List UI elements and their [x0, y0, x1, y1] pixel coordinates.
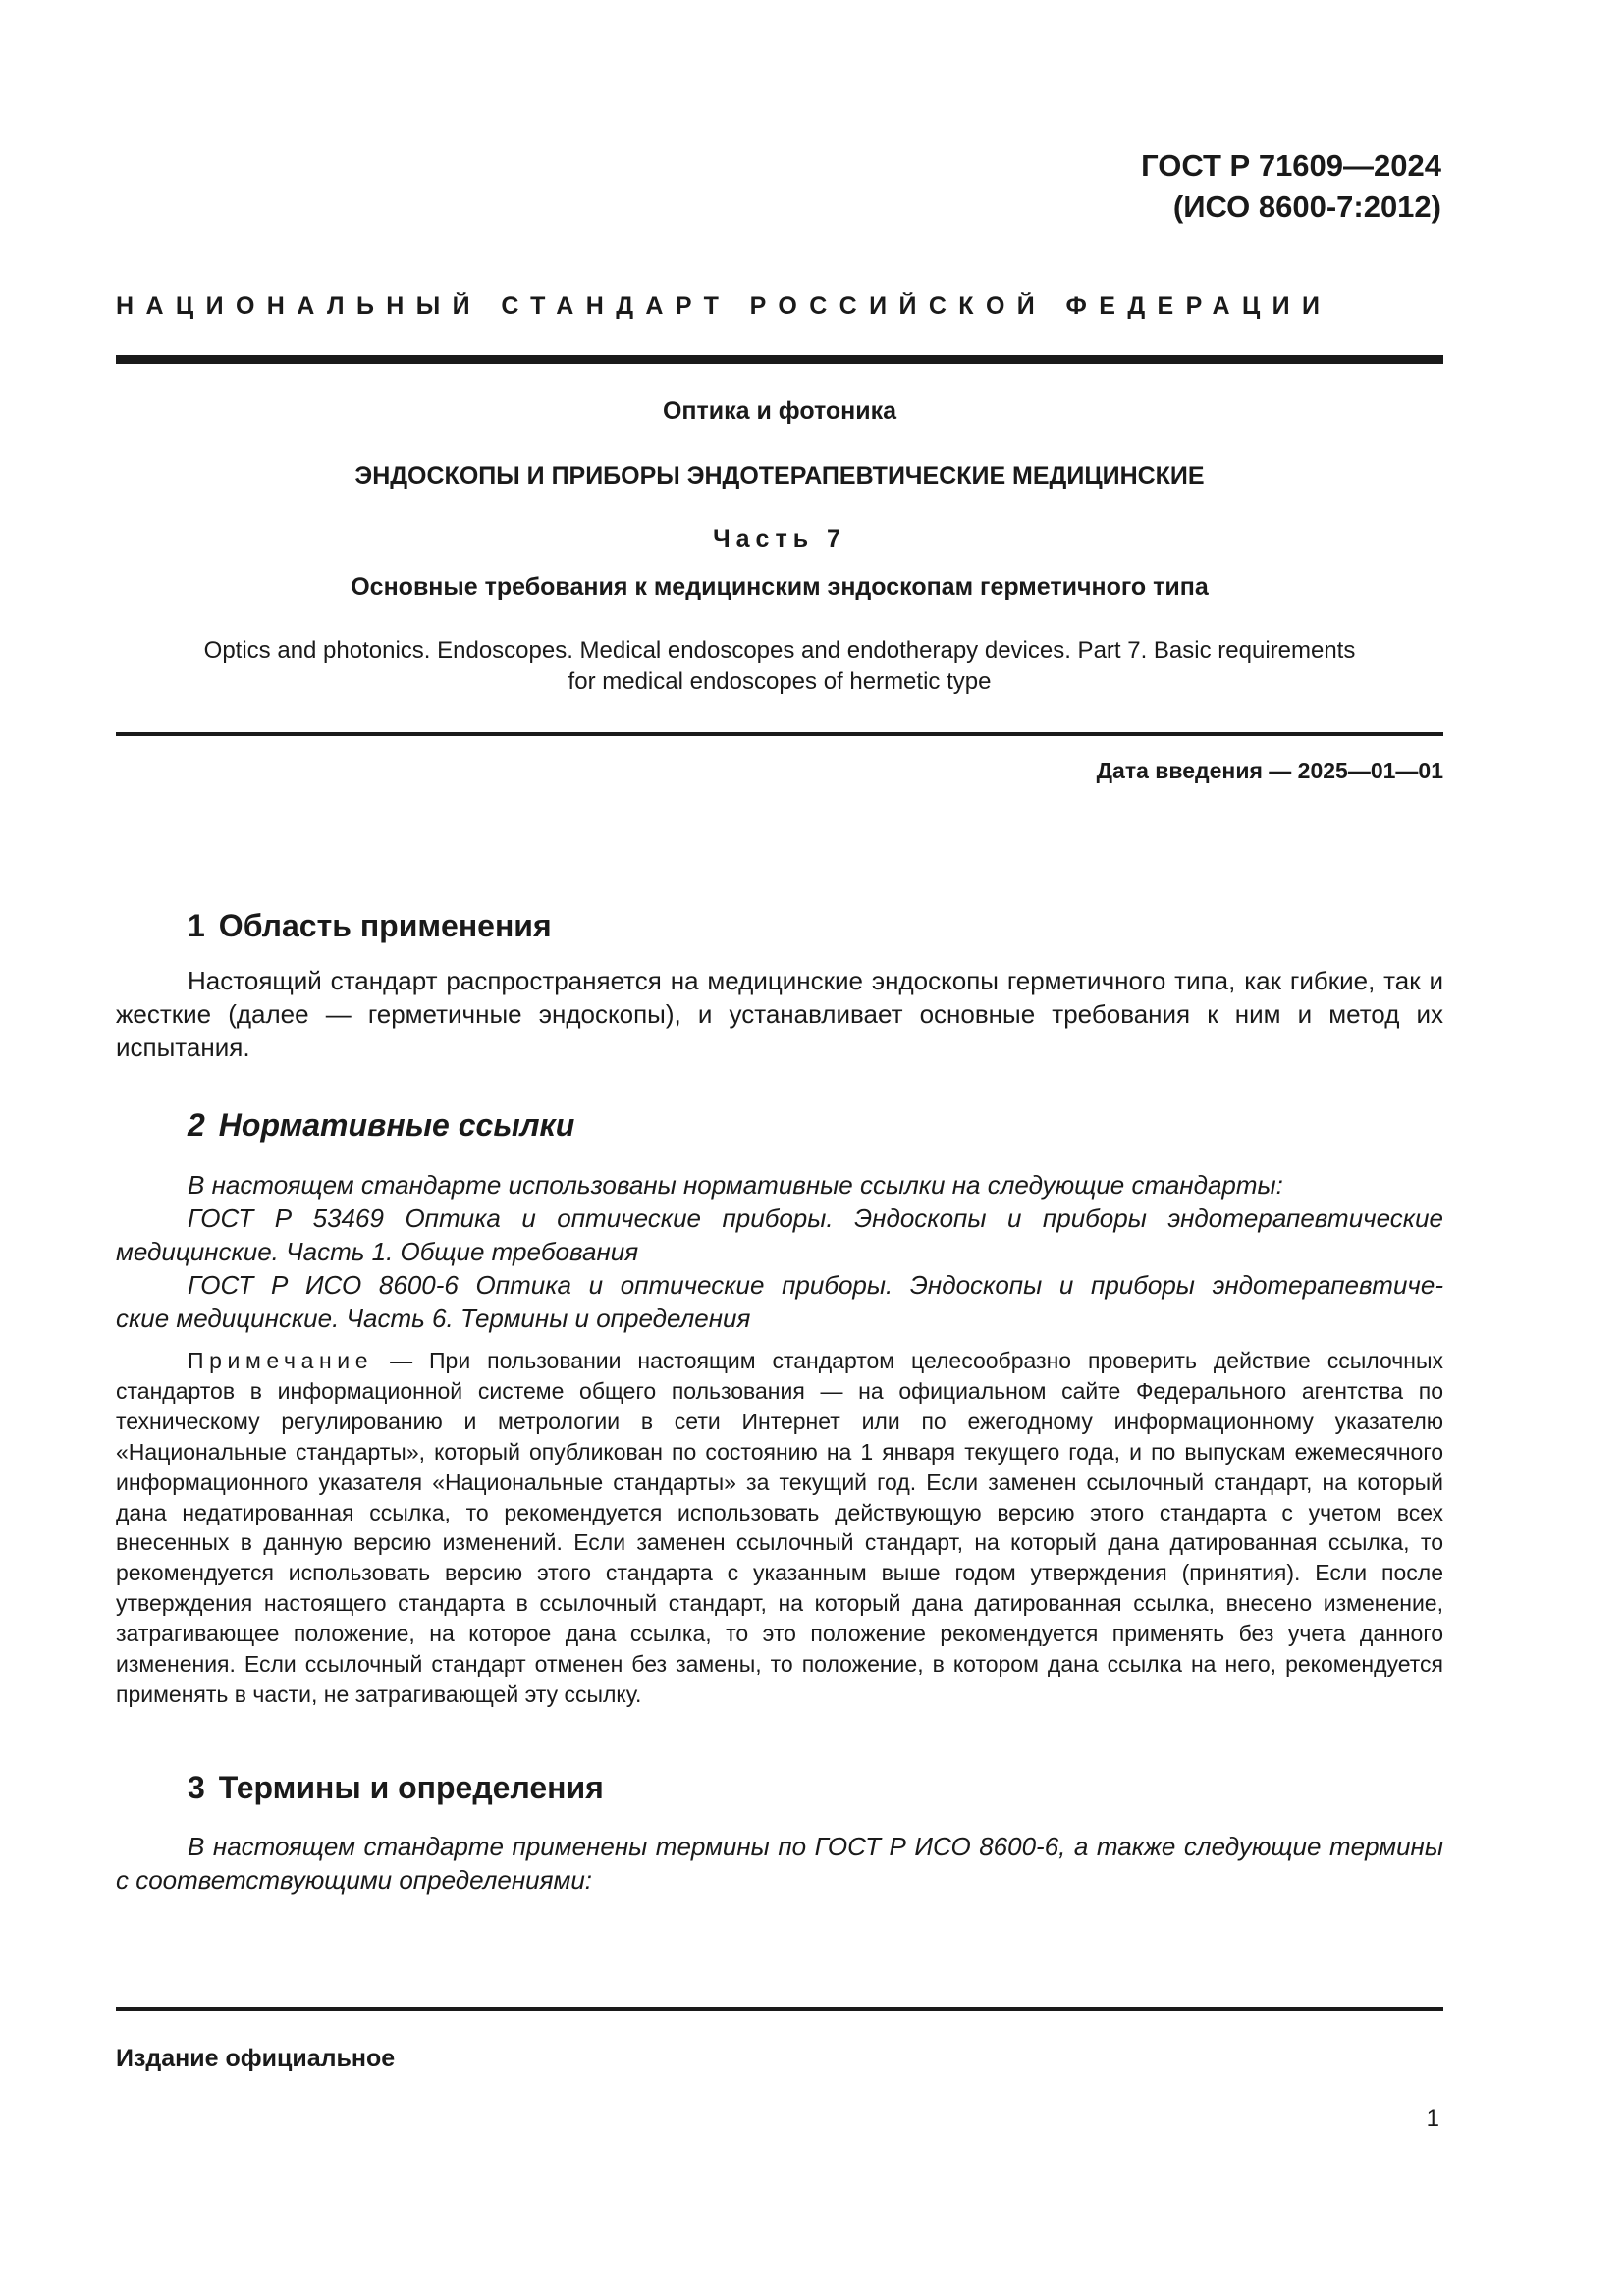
- english-title: [116, 635, 1443, 698]
- standard-part-title: Часть 7: [713, 525, 846, 553]
- section-1-text: Настоящий стандарт распространяется на медицинские эндоскопы герметичного типа, как гибкие, так и жесткие (далее — герметичные эндоскопы), и устанавливает основные требования к ним и метод их испытания.: [116, 966, 1443, 1062]
- date-introduced: Дата введения — 2025—01—01: [1096, 758, 1443, 783]
- section-1-title: Область применения: [218, 908, 552, 943]
- header-rule: [116, 355, 1443, 364]
- normative-references: [116, 1168, 1443, 1335]
- section-2-title: Нормативные ссылки: [218, 1107, 575, 1143]
- note-paragraph: [116, 1346, 1443, 1710]
- section-2-number: 2: [188, 1107, 205, 1143]
- section-1-number: 1: [188, 908, 205, 943]
- section-3-number: 3: [188, 1770, 205, 1805]
- footer-rule: [116, 2007, 1443, 2011]
- standard-main-title: ЭНДОСКОПЫ И ПРИБОРЫ ЭНДОТЕРАПЕВТИЧЕСКИЕ МЕДИЦИНСКИЕ: [354, 462, 1205, 490]
- section-1-heading: [188, 908, 552, 944]
- reference-2-line-1: ГОСТ Р ИСО 8600-6 Оптика и оптические приборы. Эндоскопы и приборы эндотерапевтиче-: [188, 1270, 1443, 1300]
- gost-number: ГОСТ Р 71609—2024: [1141, 148, 1441, 183]
- title-rule: [116, 732, 1443, 736]
- gost-designation: [1141, 145, 1441, 228]
- reference-2-line-2: ские медицинские. Часть 6. Термины и определения: [116, 1304, 751, 1333]
- english-title-line-1: Optics and photonics. Endoscopes. Medical endoscopes and endotherapy devices. Part 7. Basic requirements: [203, 637, 1356, 664]
- page-number: 1: [1426, 2106, 1439, 2132]
- reference-1-line-2: медицинские. Часть 1. Общие требования: [116, 1237, 639, 1266]
- section-3-title: Термины и определения: [218, 1770, 604, 1805]
- section-3-text: В настоящем стандарте применены термины по ГОСТ Р ИСО 8600-6, а также следующие термины с соответствующими определениями:: [116, 1832, 1443, 1895]
- reference-1-line-1: ГОСТ Р 53469 Оптика и оптические приборы. Эндоскопы и приборы эндотерапевтические: [188, 1203, 1443, 1233]
- national-standard-title: НАЦИОНАЛЬНЫЙ СТАНДАРТ РОССИЙСКОЙ ФЕДЕРАЦИИ: [116, 293, 1332, 320]
- iso-number: (ИСО 8600-7:2012): [1172, 189, 1441, 224]
- english-title-line-2: for medical endoscopes of hermetic type: [568, 668, 992, 695]
- references-intro: В настоящем стандарте использованы нормативные ссылки на следующие стандарты:: [188, 1170, 1283, 1200]
- section-3-heading: [188, 1770, 604, 1806]
- note-label: Примечание: [188, 1348, 374, 1373]
- section-2-heading: [188, 1107, 574, 1144]
- standard-group-title: Оптика и фотоника: [662, 398, 897, 425]
- edition-label: Издание официальное: [116, 2045, 396, 2072]
- note-text: — При пользовании настоящим стандартом целесообразно проверить действие ссылочных стандартов в информационной системе общего пользования — на официальном сайте Федерального агентства по техническому регулированию и метрологии в сети Интернет или по ежегодному информационному указателю «Национальные стандарты», который опубликован по состоянию на 1 января текущего года, и по выпускам ежемесячного информационного указателя «Национальные стандарты» за текущий год. Если заменен ссылочный стандарт, на который дана недатированная ссылка, то рекомендуется использовать действующую версию этого стандарта с учетом всех внесенных в данную версию изменений. Если заменен ссылочный стандарт, на который дана датированная ссылка, то рекомендуется использовать версию этого стандарта с указанным выше годом утверждения (принятия). Если после утверждения настоящего стандарта в ссылочный стандарт, на который дана датированная ссылка, внесено изменение, затрагивающее положение, на которое дана ссылка, то это положение рекомендуется применять без учета данного изменения. Если ссылочный стандарт отменен без замены, то положение, в котором дана ссылка на него, рекомендуется применять в части, не затрагивающей эту ссылку.: [116, 1348, 1443, 1707]
- standard-subtitle: Основные требования к медицинским эндоскопам герметичного типа: [351, 573, 1209, 601]
